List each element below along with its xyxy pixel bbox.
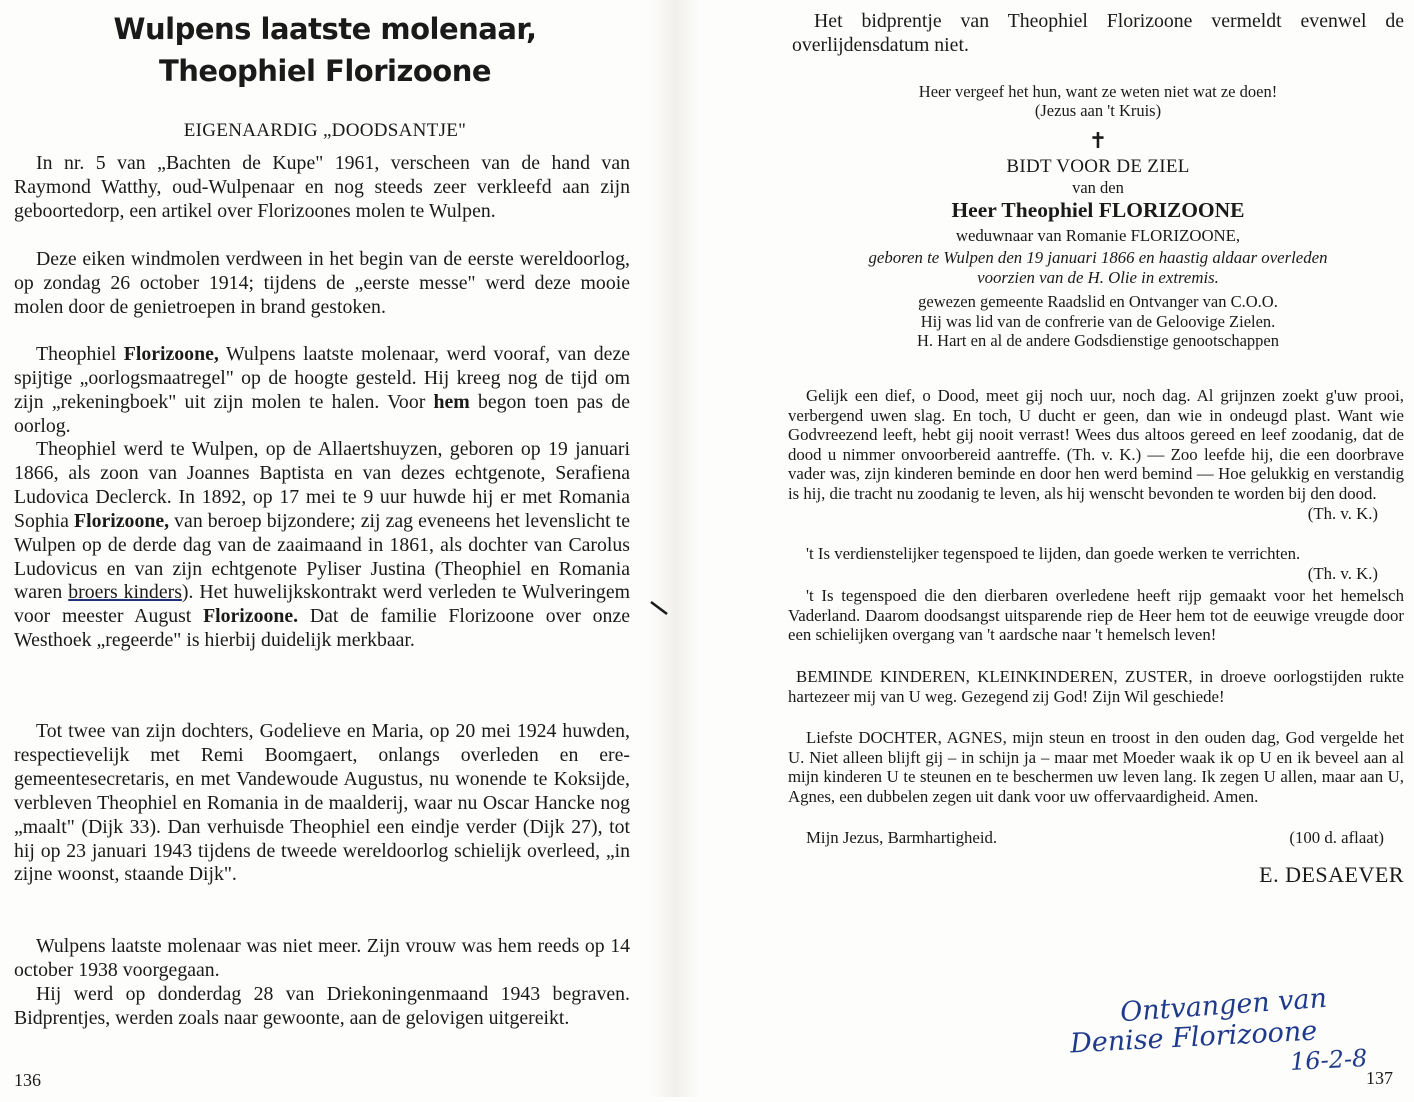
prayer-paragraph-3: 't Is tegenspoed die den dierbaren overledene heeft rijp gemaakt voor het hemelsch Vaderland. Daarom doodsangst uitsparende riep de Heer hem tot de eeuwige vreugde door een schielijken overgang van 't aardsche naar 't hemelsch leven! xyxy=(788,586,1404,645)
right-page xyxy=(700,0,1414,1097)
article-title-line2: Theophiel Florizoone xyxy=(158,54,492,88)
underlined-phrase: broers kinders xyxy=(68,581,182,604)
paragraph-1: In nr. 5 van „Bachten de Kupe" 1961, verscheen van de hand van Raymond Watthy, oud-Wulpenaar en nog steeds zeer verkleefd aan zijn geboortedorp, een artikel over Florizoones molen te Wulpen. xyxy=(14,152,630,222)
handwritten-note-line2: Denise Florizoone xyxy=(1069,1015,1318,1060)
paragraph-5: Tot twee van zijn dochters, Godelieve en Maria, op 20 mei 1924 huwden, respectievelijk met Remi Boomgaert, onlangs overleden en ere-gemeentesecretaris, en met Vandewoude Augustus, nu wonende te Koksijde, verbleven Theophiel en Romania in de maalderij, waar nu Oscar Hancke nog „maalt" (Dijk 33). Dan verhuisde Theophiel een eindje verder (Dijk 27), tot hij op 23 januari 1943 tijdens de tweede wereldoorlog schielijk overleed, „in zijne woonst, staande Dijk". xyxy=(14,720,630,886)
subheading: EIGENAARDIG „DOODSANTJE" xyxy=(183,120,467,141)
paragraph-7: Hij werd op donderdag 28 van Driekoningenmaand 1943 begraven. Bidprentjes, werden zoals naar gewoonte, aan de gelovigen uitgereikt. xyxy=(14,983,630,1029)
born-line-2: voorzien van de H. Olie in extremis. xyxy=(977,268,1219,287)
paragraph-4: Theophiel werd te Wulpen, op de Allaertshuyzen, geboren op 19 januari 1866, als zoon van Joannes Baptista en van dezes echtgenote, Serafiena Ludovica Declerck. In 1892, op 17 mei te 9 uur huwde hij er met Romania Sophia Florizoone, van beroep bijzondere; zij zag eveneens het levenslicht te Wulpen op de derde dag van de zaaimaand in 1861, als dochter van Carolus Ludovicus en van zijn echtgenote Pyliser Justina (Theophiel en Romania waren broers kinders). Het huwelijkskontrakt werd verleden te Wulveringem voor meester August Florizoone. Dat de familie Florizoone over onze Westhoek „regeerde" is hierbij duidelijk merkbaar. xyxy=(14,438,631,652)
article-title-line1: Wulpens laatste molenaar, xyxy=(113,12,537,46)
pen-mark-icon xyxy=(650,0,700,1097)
handwritten-note-date: 16-2-8 xyxy=(1289,1043,1368,1077)
born-line-1: geboren te Wulpen den 19 januari 1866 en haastig aldaar overleden xyxy=(868,248,1328,267)
paragraph-3: Theophiel Florizoone, Wulpens laatste molenaar, werd vooraf, van deze spijtige „oorlogsmaatregel" op de hoogte gesteld. Hij kreeg nog de tijd om zijn „rekeningboek" uit zijn molen te halen. Voor hem begon toen pas de oorlog. xyxy=(14,343,631,437)
paragraph-2: Deze eiken windmolen verdween in het begin van de eerste wereldoorlog, op zondag 26 october 1914; tijdens de „eerste messe" werd deze mooie molen door de genietroepen in brand gestoken. xyxy=(14,248,630,318)
role-line-1: gewezen gemeente Raadslid en Ontvanger van C.O.O. xyxy=(918,292,1278,311)
prayer-paragraph-4: BEMINDE KINDEREN, KLEINKINDEREN, ZUSTER, in droeve oorlogstijden rukte hartezeer mij van U weg. Gezegend zij God! Zijn Wil geschiede! xyxy=(788,667,1404,706)
widower-line: weduwnaar van Romanie FLORIZOONE, xyxy=(955,226,1241,245)
intro-paragraph: Het bidprentje van Theophiel Florizoone vermeldt evenwel de overlijdensdatum niet. xyxy=(792,10,1404,56)
deceased-name: Heer Theophiel FLORIZOONE xyxy=(951,198,1245,222)
role-line-2: Hij was lid van de confrerie van de Geloovige Zielen. xyxy=(920,312,1276,331)
handwritten-note-line1: Ontvangen van xyxy=(1119,982,1328,1029)
prayer-paragraph-2: 't Is verdienstelijker tegenspoed te lijden, dan goede werken te verrichten. (Th. v. K.) xyxy=(806,544,1378,583)
left-page xyxy=(0,0,650,1097)
quote: Heer vergeef het hun, want ze weten niet wat ze doen! xyxy=(918,82,1278,101)
signature-name: E. DESAEVER xyxy=(1259,862,1404,887)
cross-icon: ✝ xyxy=(1088,128,1108,153)
bidt-heading: BIDT VOOR DE ZIEL xyxy=(1006,156,1190,177)
van-den: van den xyxy=(1072,178,1124,197)
prayer-paragraph-5: Liefste DOCHTER, AGNES, mijn steun en troost in den ouden dag, God vergelde het U. Niet alleen blijft gij – in schijn ja – maar met Moeder waak ik op U en ik beveel aan al mijn kinderen U te steunen en te beschermen uw leven lang. Ik zegen U allen, maar aan U, Agnes, een dubbelen zegen uit dank voor uw offervaardigheid. Amen. xyxy=(788,728,1404,806)
prayer-paragraph-1: Gelijk een dief, o Dood, meet gij noch uur, noch dag. Al grijnzen zoekt g'uw prooi, verbergend uwen slag. En toch, U ducht er geen, dan wie in ondeugd plast. Want wie Godvreezend leeft, hebt gij nooit verrast! Wees dus altoos gereed en leef zoodanig, dat de dood u nimmer onvoorbereid aantreffe. (Th. v. K.) — Zoo leefde hij, die een doorbrave vader was, zijn kinderen beminde en door hen werd bemind — Hoe gelukkig en verstandig is hij, die tracht nu zoodanig te leven, als hij wenscht bevonden te worden bij den dood. (Th. v. K.) xyxy=(788,386,1404,523)
page-number-right: 137 xyxy=(1366,1068,1393,1088)
book-gutter xyxy=(650,0,700,1097)
page-number-left: 136 xyxy=(14,1070,41,1090)
prayer-paragraph-6: Mijn Jezus, Barmhartigheid. (100 d. aflaat) xyxy=(806,828,1384,847)
role-line-3: H. Hart en al de andere Godsdienstige genootschappen xyxy=(917,331,1279,350)
quote-source: (Jezus aan 't Kruis) xyxy=(1034,101,1162,120)
paragraph-6: Wulpens laatste molenaar was niet meer. Zijn vrouw was hem reeds op 14 october 1938 voorgegaan. xyxy=(14,935,630,981)
